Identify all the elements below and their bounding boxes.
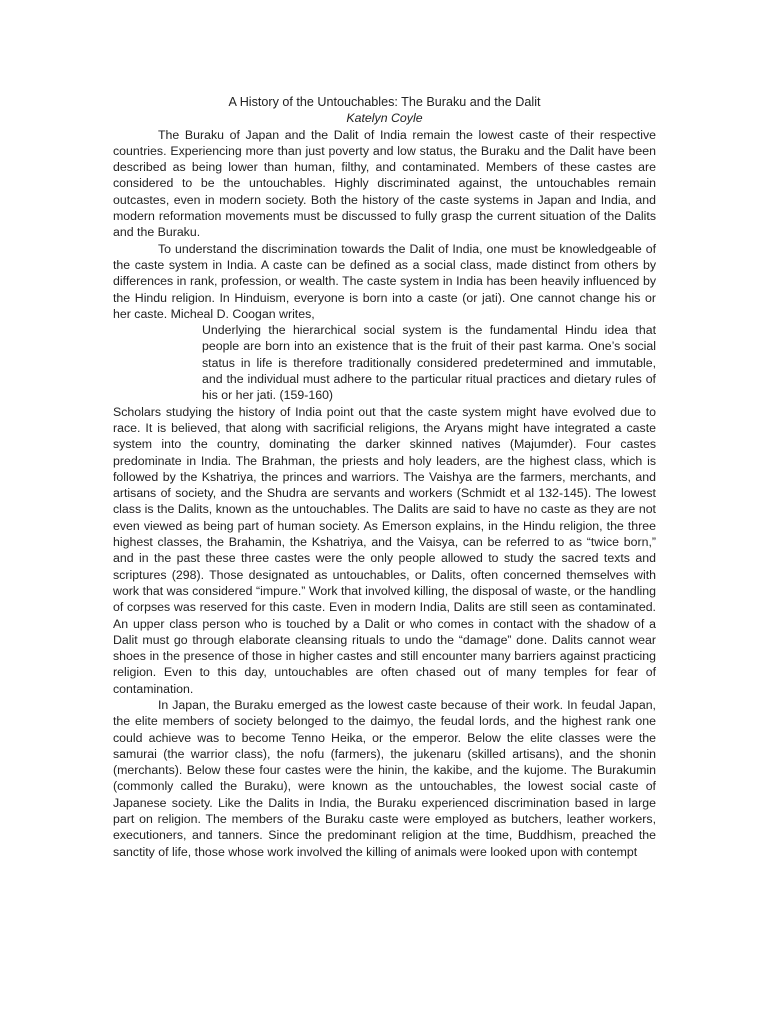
paragraph-india-history: Scholars studying the history of India point out that the caste system might have evolved due to race. It is believed, that along with sacrificial religions, the Aryans might have integrated a caste system into the country, dominating the darker skinned natives (Majumder). Four castes predominate in India. The Brahman, the priests and holy leaders, are the highest class, which is followed by the Kshatriya, the princes and warriors. The Vaishya are the farmers, merchants, and artisans of society, and the Shudra are servants and workers (Schmidt et al 132-145). The lowest class is the Dalits, known as the untouchables. The Dalits are said to have no caste as they are not even viewed as being part of human society. As Emerson explains, in the Hindu religion, the three highest classes, the Brahamin, the Kshatriya, and the Vaisya, can be referred to as “twice born,” and in the past these three castes were the only people allowed to study the sacred texts and scriptures (298). Those designated as untouchables, or Dalits, often concerned themselves with work that was considered “impure.” Work that involved killing, the disposal of waste, or the handling of corpses was reserved for this caste. Even in modern India, Dalits are still seen as contaminated. An upper class person who is touched by a Dalit or who comes in contact with the shadow of a Dalit must go through elaborate cleansing rituals to undo the “damage” done. Dalits cannot wear shoes in the presence of those in higher castes and still encounter many barriers against practicing religion. Even to this day, untouchables are often chased out of many temples for fear of contamination. (113, 404, 656, 696)
document-title: A History of the Untouchables: The Buraku and the Dalit (228, 95, 541, 109)
document-author: Katelyn Coyle (346, 111, 423, 126)
document-page (113, 94, 656, 860)
paragraph-caste-system: To understand the discrimination towards the Dalit of India, one must be knowledgeable of the caste system in India. A caste can be defined as a social class, made distinct from others by differences in rank, profession, or wealth. The caste system in India has been heavily influenced by the Hindu religion. In Hinduism, everyone is born into a caste (or jati). One cannot change his or her caste. Micheal D. Coogan writes, (113, 241, 656, 321)
block-quote: Underlying the hierarchical social system is the fundamental Hindu idea that people are born into an existence that is the fruit of their past karma. One’s social status in life is therefore traditionally considered predetermined and immutable, and the individual must adhere to the particular ritual practices and dietary rules of his or her jati. (159-160) (202, 323, 656, 403)
paragraph-intro: The Buraku of Japan and the Dalit of India remain the lowest caste of their respective countries. Experiencing more than just poverty and low status, the Buraku and the Dalit have been described as being lower than human, filthy, and contaminated. Members of these castes are considered to be the untouchables. Highly discriminated against, the untouchables remain outcastes, even in modern society. Both the history of the caste systems in Japan and India, and modern reformation movements must be discussed to fully grasp the current situation of the Dalits and the Buraku. (113, 127, 656, 240)
paragraph-japan-buraku: In Japan, the Buraku emerged as the lowest caste because of their work. In feudal Japan, the elite members of society belonged to the daimyo, the feudal lords, and the highest rank one could achieve was to become Tenno Heika, or the emperor. Below the elite classes were the samurai (the warrior class), the nofu (farmers), the jukenaru (skilled artisans), and the shonin (merchants). Below these four castes were the hinin, the kakibe, and the kujome. The Burakumin (commonly called the Buraku), were known as the untouchables, the lowest social caste of Japanese society. Like the Dalits in India, the Buraku experienced discrimination based in large part on religion. The members of the Buraku caste were employed as butchers, leather workers, executioners, and tanners. Since the predominant religion at the time, Buddhism, preached the sanctity of life, those whose work involved the killing of animals were looked upon with contempt (113, 697, 656, 859)
